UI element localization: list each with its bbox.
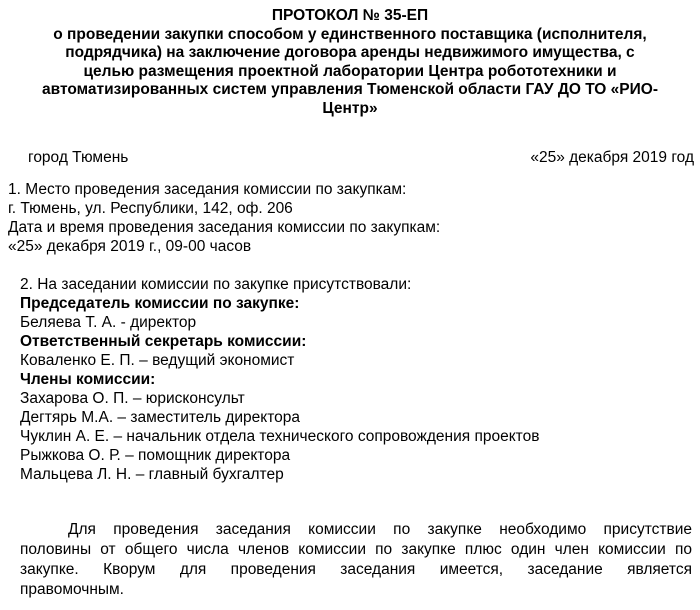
protocol-title-block (0, 7, 700, 118)
chair-label: Председатель комиссии по закупке: (20, 295, 300, 312)
secretary-person: Коваленко Е. П. – ведущий экономист (20, 352, 295, 369)
meeting-place-label: 1. Место проведения заседания комиссии по закупкам: (8, 181, 407, 198)
member-item: Захарова О. П. – юрисконсульт (20, 390, 245, 407)
member-item: Мальцева Л. Н. – главный бухгалтер (20, 466, 284, 483)
meeting-datetime-value: «25» декабря 2019 г., 09-00 часов (8, 238, 252, 255)
protocol-subtitle-line: автоматизированных систем управления Тюменской области ГАУ ДО ТО «РИО- (42, 81, 658, 98)
member-item: Дегтярь М.А. – заместитель директора (20, 409, 301, 426)
members-label: Члены комиссии: (20, 371, 156, 388)
member-item: Чуклин А. Е. – начальник отдела технического сопровождения проектов (20, 428, 540, 445)
meeting-address: г. Тюмень, ул. Республики, 142, оф. 206 (8, 200, 293, 217)
chair-person: Беляева Т. А. - директор (20, 314, 197, 331)
section-attendees (20, 275, 539, 484)
protocol-subtitle-line: подрядчика) на заключение договора аренды недвижимого имущества, с (65, 44, 635, 61)
protocol-title: ПРОТОКОЛ № 35-ЕП (271, 7, 429, 24)
member-item: Рыжкова О. Р. – помощник директора (20, 447, 291, 464)
city-name: город Тюмень (28, 149, 129, 166)
meeting-datetime-label: Дата и время проведения заседания комиссии по закупкам: (8, 219, 441, 236)
quorum-line: закупке. Кворум для проведения заседания имеется, заседание является (20, 561, 692, 578)
quorum-line: половины от общего числа членов комиссии по закупке плюс один член комиссии по (20, 541, 692, 558)
secretary-label: Ответственный секретарь комиссии: (20, 333, 307, 350)
protocol-subtitle-line: целью размещения проектной лаборатории Центра робототехники и (83, 62, 617, 80)
protocol-subtitle-line: Центр» (322, 99, 378, 117)
quorum-line: Для проведения заседания комиссии по закупке необходимо присутствие (68, 521, 692, 538)
quorum-line: правомочным. (20, 581, 124, 598)
attendees-label: 2. На заседании комиссии по закупке присутствовали: (20, 276, 412, 293)
quorum-paragraph (20, 520, 692, 600)
section-meeting-place (8, 180, 440, 256)
protocol-date: «25» декабря 2019 год (530, 149, 694, 166)
protocol-subtitle-line: о проведении закупки способом у единственного поставщика (исполнителя, (53, 25, 647, 43)
